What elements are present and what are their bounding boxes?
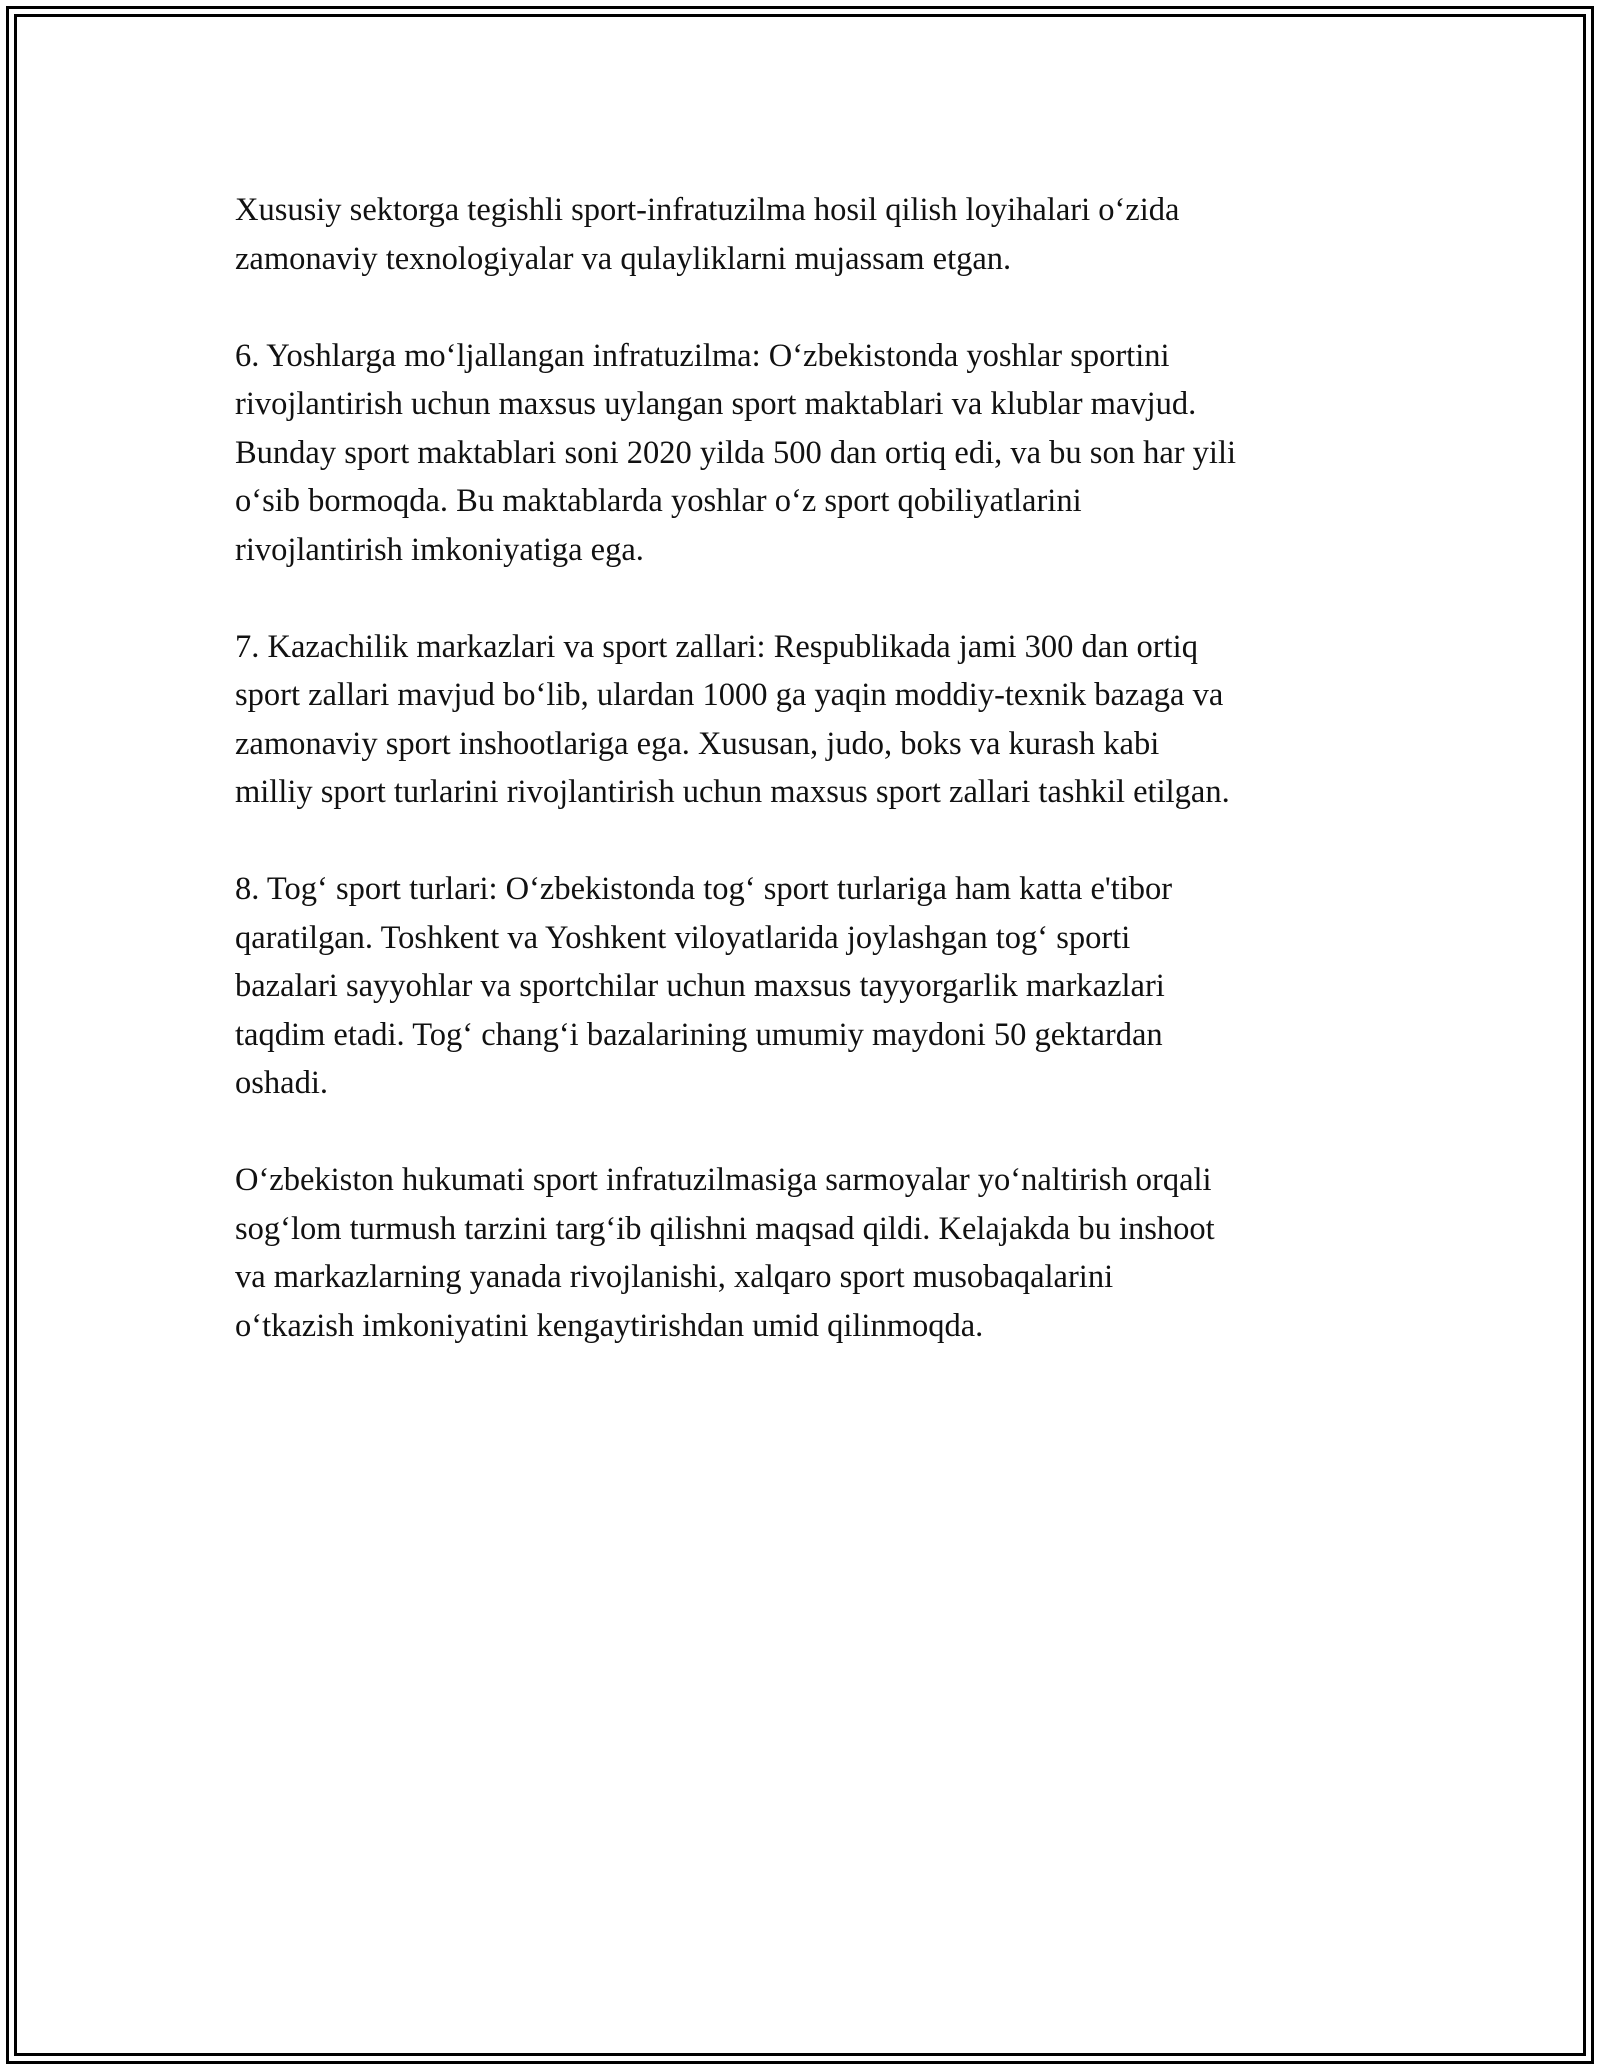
text-line: bazalari sayyohlar va sportchilar uchun maxsus tayyorgarlik markazlari [235, 968, 1165, 1004]
text-line: 8. Tog‘ sport turlari: O‘zbekistonda tog‘ sport turlariga ham katta e'tibor [235, 871, 1173, 907]
text-line: sport zallari mavjud bo‘lib, ulardan 1000 ga yaqin moddiy-texnik bazaga va [235, 677, 1224, 713]
text-line: o‘tkazish imkoniyatini kengaytirishdan umid qilinmoqda. [235, 1307, 984, 1344]
text-line: Bunday sport maktablari soni 2020 yilda 500 dan ortiq edi, va bu son har yili [235, 434, 1237, 471]
text-line: 6. Yoshlarga mo‘ljallangan infratuzilma: O‘zbekistonda yoshlar sportini [235, 337, 1170, 374]
text-line: taqdim etadi. Tog‘ chang‘i bazalarining umumiy maydoni 50 gektardan [235, 1016, 1163, 1053]
text-line: Xususiy sektorga tegishli sport-infratuzilma hosil qilish loyihalari o‘zida [235, 192, 1180, 228]
paragraph-conclusion [235, 1156, 1385, 1350]
text-line: rivojlantirish imkoniyatiga ega. [235, 531, 644, 568]
paragraph-youth-infrastructure [235, 332, 1385, 575]
text-line: sog‘lom turmush tarzini targ‘ib qilishni maqsad qildi. Kelajakda bu inshoot [235, 1210, 1215, 1247]
paragraph-sport-halls [235, 623, 1385, 817]
document-body [235, 186, 1385, 1399]
text-line: milliy sport turlarini rivojlantirish uchun maxsus sport zallari tashkil etilgan. [235, 774, 1230, 810]
text-line: rivojlantirish uchun maxsus uylangan sport maktablari va klublar mavjud. [235, 386, 1197, 422]
paragraph-mountain-sports [235, 865, 1385, 1108]
text-line: zamonaviy sport inshootlariga ega. Xususan, judo, boks va kurash kabi [235, 725, 1160, 762]
text-line: 7. Kazachilik markazlari va sport zallari: Respublikada jami 300 dan ortiq [235, 628, 1198, 665]
text-line: va markazlarning yanada rivojlanishi, xalqaro sport musobaqalarini [235, 1259, 1114, 1295]
text-line: oshadi. [235, 1065, 328, 1101]
text-line: o‘sib bormoqda. Bu maktablarda yoshlar o‘z sport qobiliyatlarini [235, 483, 1082, 519]
text-line: zamonaviy texnologiyalar va qulayliklarni mujassam etgan. [235, 240, 1012, 277]
paragraph-intro [235, 186, 1385, 283]
text-line: O‘zbekiston hukumati sport infratuzilmasiga sarmoyalar yo‘naltirish orqali [235, 1162, 1212, 1198]
text-line: qaratilgan. Toshkent va Yoshkent viloyatlarida joylashgan tog‘ sporti [235, 919, 1131, 956]
